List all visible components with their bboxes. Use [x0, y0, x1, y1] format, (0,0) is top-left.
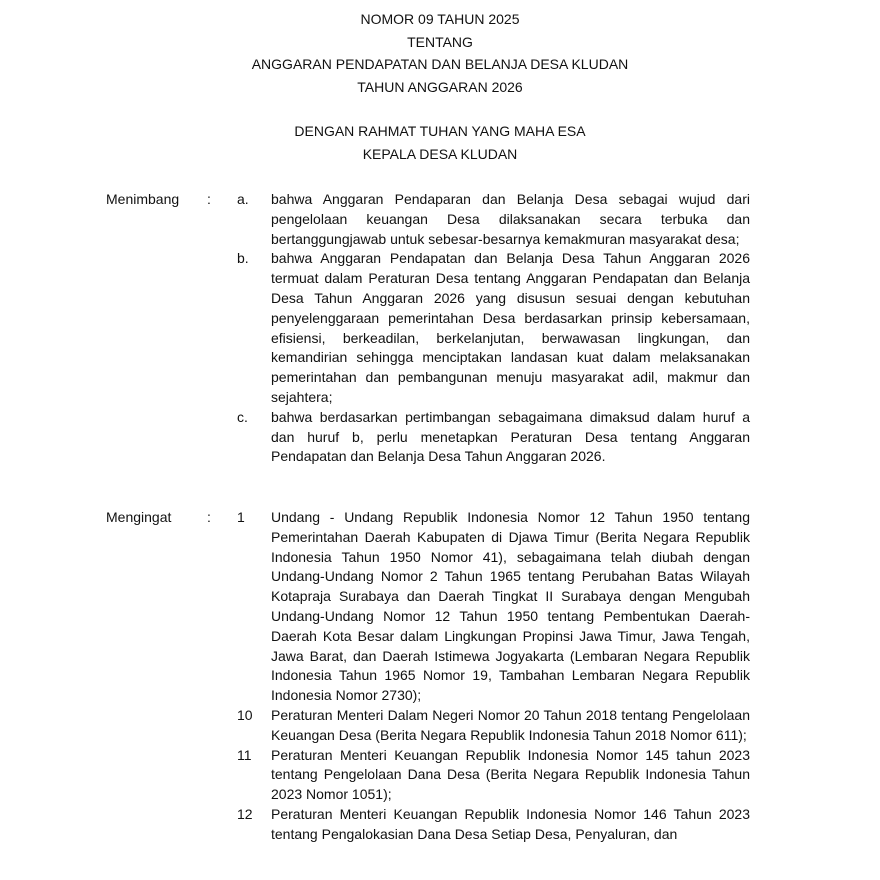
invocation-line: DENGAN RAHMAT TUHAN YANG MAHA ESA: [294, 123, 586, 140]
menimbang-colon: :: [207, 191, 211, 207]
item-marker: a.: [237, 191, 249, 207]
menimbang-item-c: [0, 408, 880, 467]
item-text: Peraturan Menteri Keuangan Republik Indonesia Nomor 145 tahun 2023 tentang Pengelolaan Dana Desa (Berita Negara Republik Indonesia Tahun 2023 Nomor 1051);: [271, 746, 750, 803]
item-marker: b.: [237, 250, 249, 267]
document-header: [0, 8, 880, 166]
mengingat-item-11: [0, 746, 880, 805]
header-spacer: [0, 98, 880, 120]
fiscal-year-line: TAHUN ANGGARAN 2026: [357, 78, 523, 95]
item-marker: 10: [237, 706, 253, 723]
mengingat-label: Mengingat: [106, 509, 172, 525]
mengingat-item-12: [0, 805, 880, 845]
menimbang-label: Menimbang: [106, 191, 180, 207]
item-text: bahwa Anggaran Pendapatan dan Belanja Desa Tahun Anggaran 2026 termuat dalam Peraturan Desa tentang Anggaran Pendapatan dan Belanja Desa Tahun Anggaran 2026 yang disusun sesuai dengan kebutuhan penyelenggaraan pemerintahan Desa berdasarkan prinsip kebersamaan, efisiensi, berkeadilan, berkelanjutan, berwawasan lingkungan, dan kemandirian sehingga menciptakan landasan kuat dalam melaksanakan pemerintahan dan pembangunan menuju masyarakat adil, makmur dan sejahtera;: [271, 250, 750, 405]
item-text: Peraturan Menteri Dalam Negeri Nomor 20 Tahun 2018 tentang Pengelolaan Keuangan Desa (Berita Negara Republik Indonesia Tahun 2018 Nomor 611);: [271, 706, 750, 743]
item-text: bahwa berdasarkan pertimbangan sebagaimana dimaksud dalam huruf a dan huruf b, perlu menetapkan Peraturan Desa tentang Anggaran Pendapatan dan Belanja Desa Tahun Anggaran 2026.: [271, 408, 750, 465]
menimbang-item-b: [0, 249, 880, 407]
item-marker: 11: [237, 746, 252, 763]
item-text: Peraturan Menteri Keuangan Republik Indonesia Nomor 146 Tahun 2023 tentang Pengalokasian Dana Desa Setiap Desa, Penyaluran, dan: [271, 805, 750, 842]
item-text: bahwa Anggaran Pendaparan dan Belanja Desa sebagai wujud dari pengelolaan keuangan Desa dilaksanakan secara terbuka dan bertanggungjawab untuk sebesar-besarnya kemakmuran masyarakat desa;: [271, 191, 750, 247]
menimbang-item-a: [0, 190, 880, 249]
issuer-line: KEPALA DESA KLUDAN: [362, 145, 518, 162]
mengingat-item-10: [0, 706, 880, 746]
regulation-title: ANGGARAN PENDAPATAN DAN BELANJA DESA KLUDAN: [251, 56, 629, 73]
menimbang-section: [0, 190, 880, 467]
tentang-line: TENTANG: [407, 33, 473, 50]
item-marker: 12: [237, 805, 253, 822]
mengingat-section: [0, 508, 880, 845]
mengingat-colon: :: [207, 509, 211, 525]
item-marker: c.: [237, 408, 248, 425]
regulation-number: NOMOR 09 TAHUN 2025: [360, 11, 520, 27]
item-marker: 1: [237, 509, 245, 525]
mengingat-item-1: [0, 508, 880, 706]
item-text: Undang - Undang Republik Indonesia Nomor 12 Tahun 1950 tentang Pemerintahan Daerah Kabupaten di Djawa Timur (Berita Negara Republik Indonesia Tahun 1950 Nomor 41), sebagaimana telah diubah dengan Undang-Undang Nomor 2 Tahun 1965 tentang Perubahan Batas Wilayah Kotapraja Surabaya dan Daerah Tingkat II Surabaya dengan Mengubah Undang-Undang Nomor 12 Tahun 1950 tentang Pembentukan Daerah-Daerah Kota Besar dalam Lingkungan Propinsi Jawa Timur, Jawa Tengah, Jawa Barat, dan Daerah Istimewa Jogyakarta (Lembaran Negara Republik Indonesia Tahun 1965 Nomor 19, Tambahan Lembaran Negara Republik Indonesia Nomor 2730);: [271, 509, 750, 704]
